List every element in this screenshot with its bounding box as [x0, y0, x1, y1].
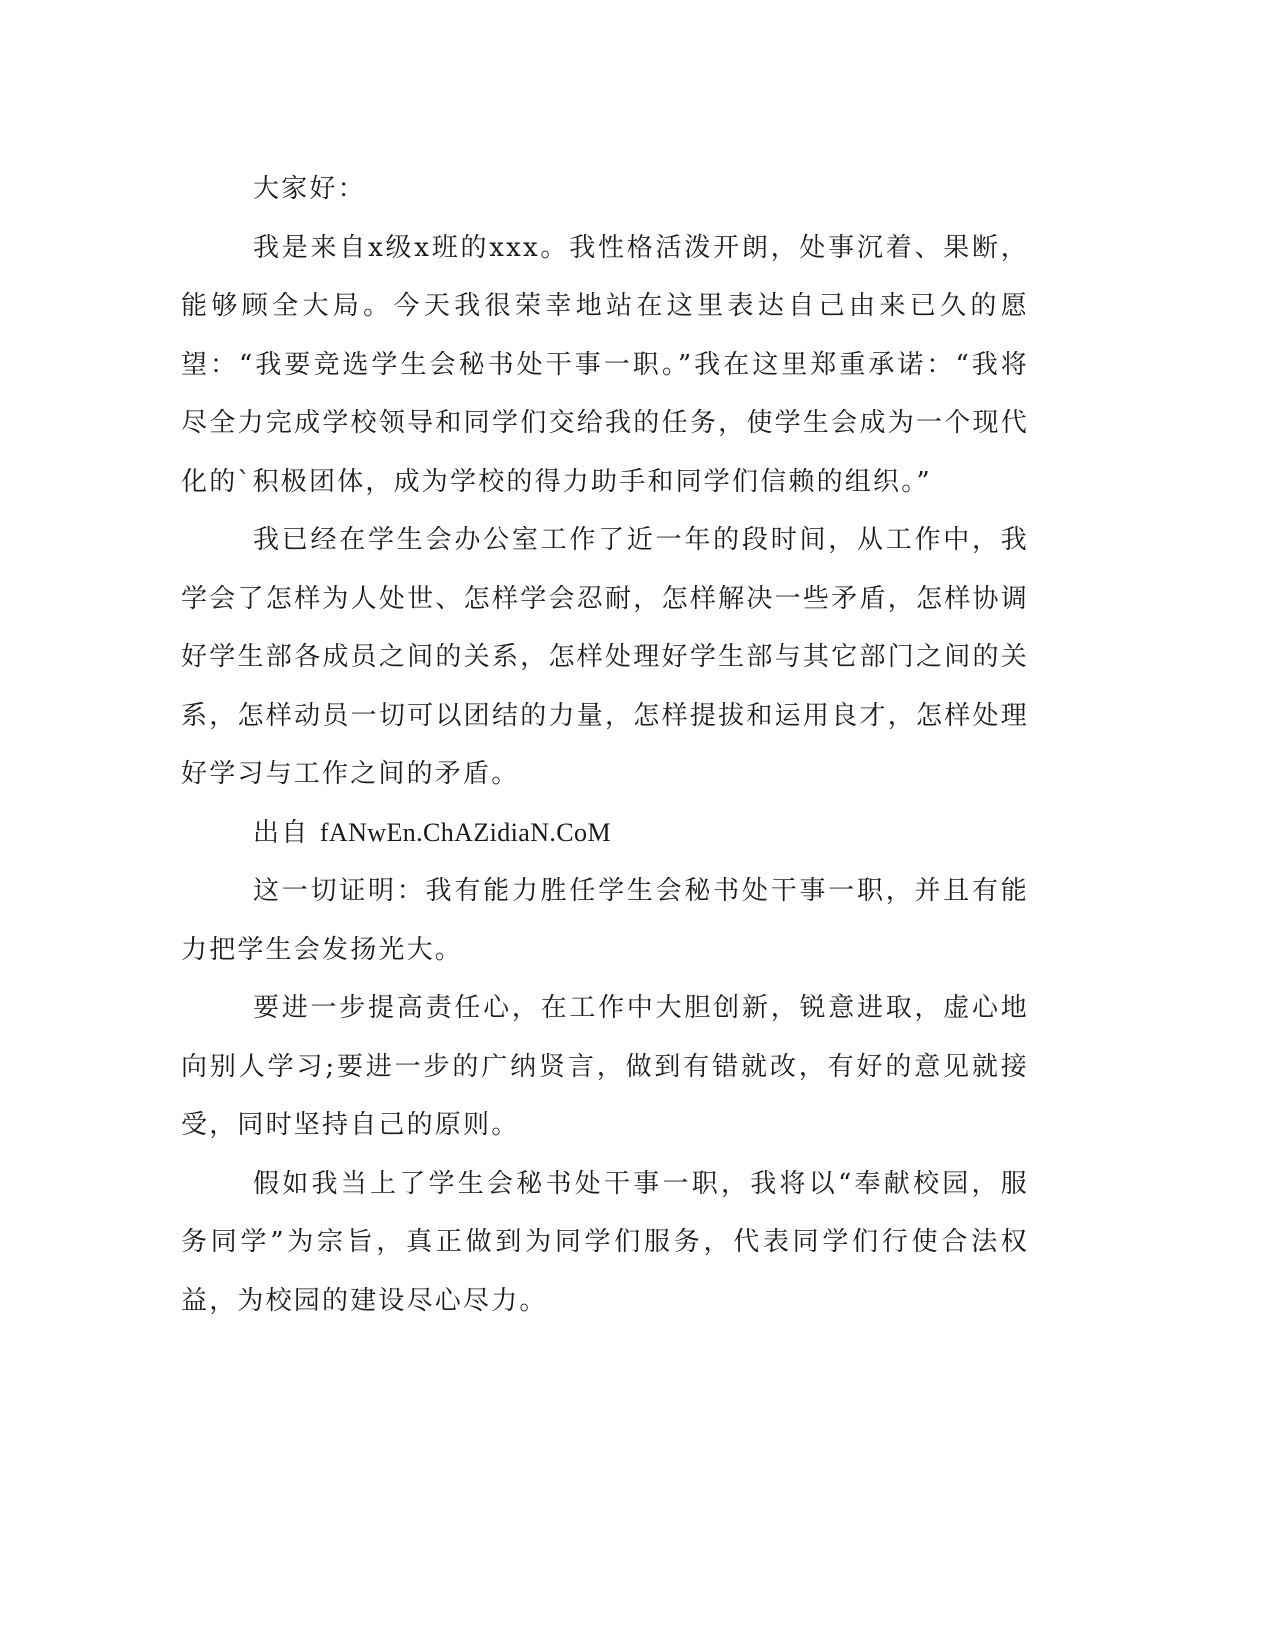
greeting-paragraph: 大家好：: [253, 174, 366, 204]
document-body: [181, 160, 1029, 1330]
ability-paragraph: 这一切证明：我有能力胜任学生会秘书处干事一职，并且有能力把学生会发扬光大。: [181, 876, 1029, 965]
experience-paragraph: 我已经在学生会办公室工作了近一年的段时间，从工作中，我学会了怎样为人处世、怎样学会忍耐，怎样解决一些矛盾，怎样协调好学生部各成员之间的关系，怎样处理好学生部与其它部门之间的关系，怎样动员一切可以团结的力量，怎样提拔和运用良才，怎样处理好学习与工作之间的矛盾。: [181, 525, 1029, 789]
source-line: [181, 804, 1029, 863]
intro-paragraph: 我是来自x级x班的xxx。我性格活泼开朗，处事沉着、果断，能够顾全大局。今天我很荣幸地站在这里表达自己由来已久的愿望：“我要竞选学生会秘书处干事一职。”我在这里郑重承诺：“我将尽全力完成学校领导和同学们交给我的任务，使学生会成为一个现代化的`积极团体，成为学校的得力助手和同学们信赖的组织。”: [181, 232, 1029, 497]
pledge-paragraph: 假如我当上了学生会秘书处干事一职，我将以“奉献校园，服务同学”为宗旨，真正做到为同学们服务，代表同学们行使合法权益，为校园的建设尽心尽力。: [181, 1168, 1029, 1316]
source-site: fANwEn.ChAZidiaN.CoM: [319, 817, 611, 847]
source-prefix: 出自: [253, 817, 310, 848]
improvement-paragraph: 要进一步提高责任心，在工作中大胆创新，锐意进取，虚心地向别人学习;要进一步的广纳贤言，做到有错就改，有好的意见就接受，同时坚持自己的原则。: [181, 993, 1029, 1140]
